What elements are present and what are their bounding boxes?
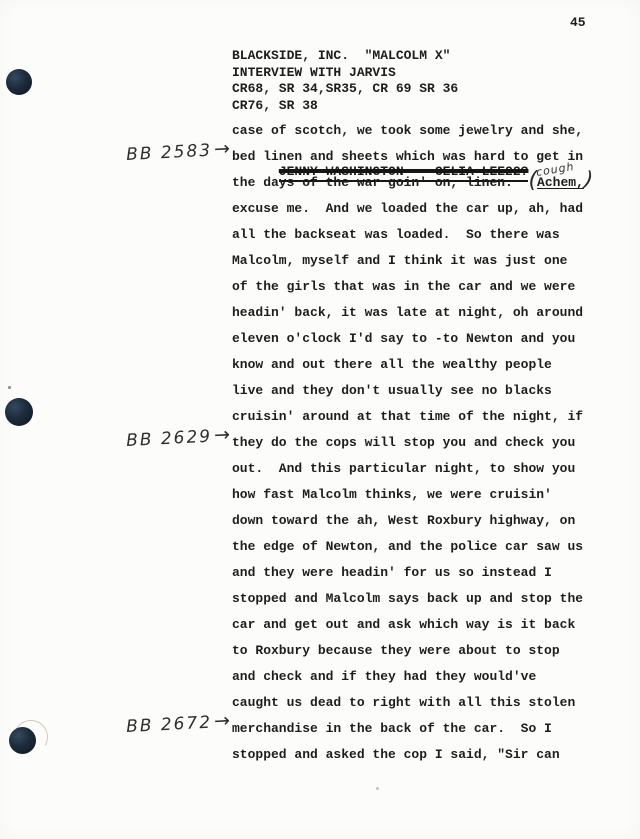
arrow-icon: → [213, 423, 231, 447]
header-line: BLACKSIDE, INC. "MALCOLM X" [232, 48, 451, 63]
header-line: CR68, SR 34,SR35, CR 69 SR 36 [232, 81, 459, 96]
body-line: caught us dead to right with all this stolen [232, 695, 576, 710]
header-line: CR76, SR 38 [232, 97, 318, 113]
struck-name-text: JENNY WASHINGTON -- CELIA LEE22? [279, 164, 529, 183]
body-line: they do the cops will stop you and check you [232, 435, 576, 450]
body-line: and they were headin' for us so instead I [232, 565, 552, 580]
body-line: stopped and Malcolm says back up and stop the [232, 591, 584, 606]
page-number: 45 [570, 15, 586, 30]
body-line: down toward the ah, West Roxbury highway, on [232, 513, 576, 528]
margin-timecode-mark [100, 710, 231, 739]
body-line: of the girls that was in the car and we were [232, 279, 576, 294]
arrow-icon: → [213, 137, 231, 161]
margin-timecode-mark [100, 424, 231, 453]
body-line: the edge of Newton, and the police car saw us [232, 539, 584, 554]
underlined-word: Achem, [537, 175, 584, 190]
header-line: INTERVIEW WITH JARVIS [232, 64, 396, 80]
margin-mark-label: BB 2583 [125, 140, 213, 166]
hole-punch-middle [5, 398, 33, 426]
header-lines [232, 48, 528, 114]
handwritten-paren-open: ( [528, 168, 538, 193]
hole-punch-top [6, 69, 32, 95]
cough-note: cough [535, 160, 576, 179]
body-line: merchandise in the back of the car. So I [232, 721, 552, 736]
margin-mark-label: BB 2672 [125, 712, 213, 738]
body-line: know and out there all the wealthy people [232, 357, 552, 372]
arrow-icon: → [213, 709, 231, 733]
body-line: cruisin' around at that time of the night, if [232, 409, 584, 424]
paper-speck [376, 787, 379, 790]
body-line: bed linen and sheets which was hard to get in [232, 149, 584, 164]
body-line: case of scotch, we took some jewelry and she, [232, 123, 584, 138]
body-line: headin' back, it was late at night, oh around [232, 305, 584, 320]
body-line: excuse me. And we loaded the car up, ah, had [232, 201, 584, 216]
margin-mark-label: BB 2629 [125, 426, 213, 452]
body-line: to Roxbury because they were about to stop [232, 643, 560, 658]
body-text [232, 118, 595, 768]
margin-timecode-mark [100, 138, 231, 167]
body-line: out. And this particular night, to show you [232, 461, 576, 476]
body-line: car and get out and ask which way is it back [232, 617, 576, 632]
body-line-text: the days of the war goin' on, linen. [232, 175, 529, 190]
body-line: how fast Malcolm thinks, we were cruisin' [232, 487, 552, 502]
body-line: Malcolm, myself and I think it was just one [232, 253, 568, 268]
body-line: stopped and asked the cop I said, "Sir can [232, 747, 560, 762]
body-line: and check and if they had they would've [232, 669, 537, 684]
body-line: live and they don't usually see no blacks [232, 383, 552, 398]
annotated-word-group [528, 160, 595, 196]
body-line [232, 160, 595, 196]
body-line: all the backseat was loaded. So there was [232, 227, 560, 242]
paper-speck [8, 386, 11, 389]
handwritten-paren-close: ) [581, 167, 595, 194]
body-line: eleven o'clock I'd say to -to Newton and you [232, 331, 576, 346]
hole-punch-bottom [9, 727, 36, 754]
